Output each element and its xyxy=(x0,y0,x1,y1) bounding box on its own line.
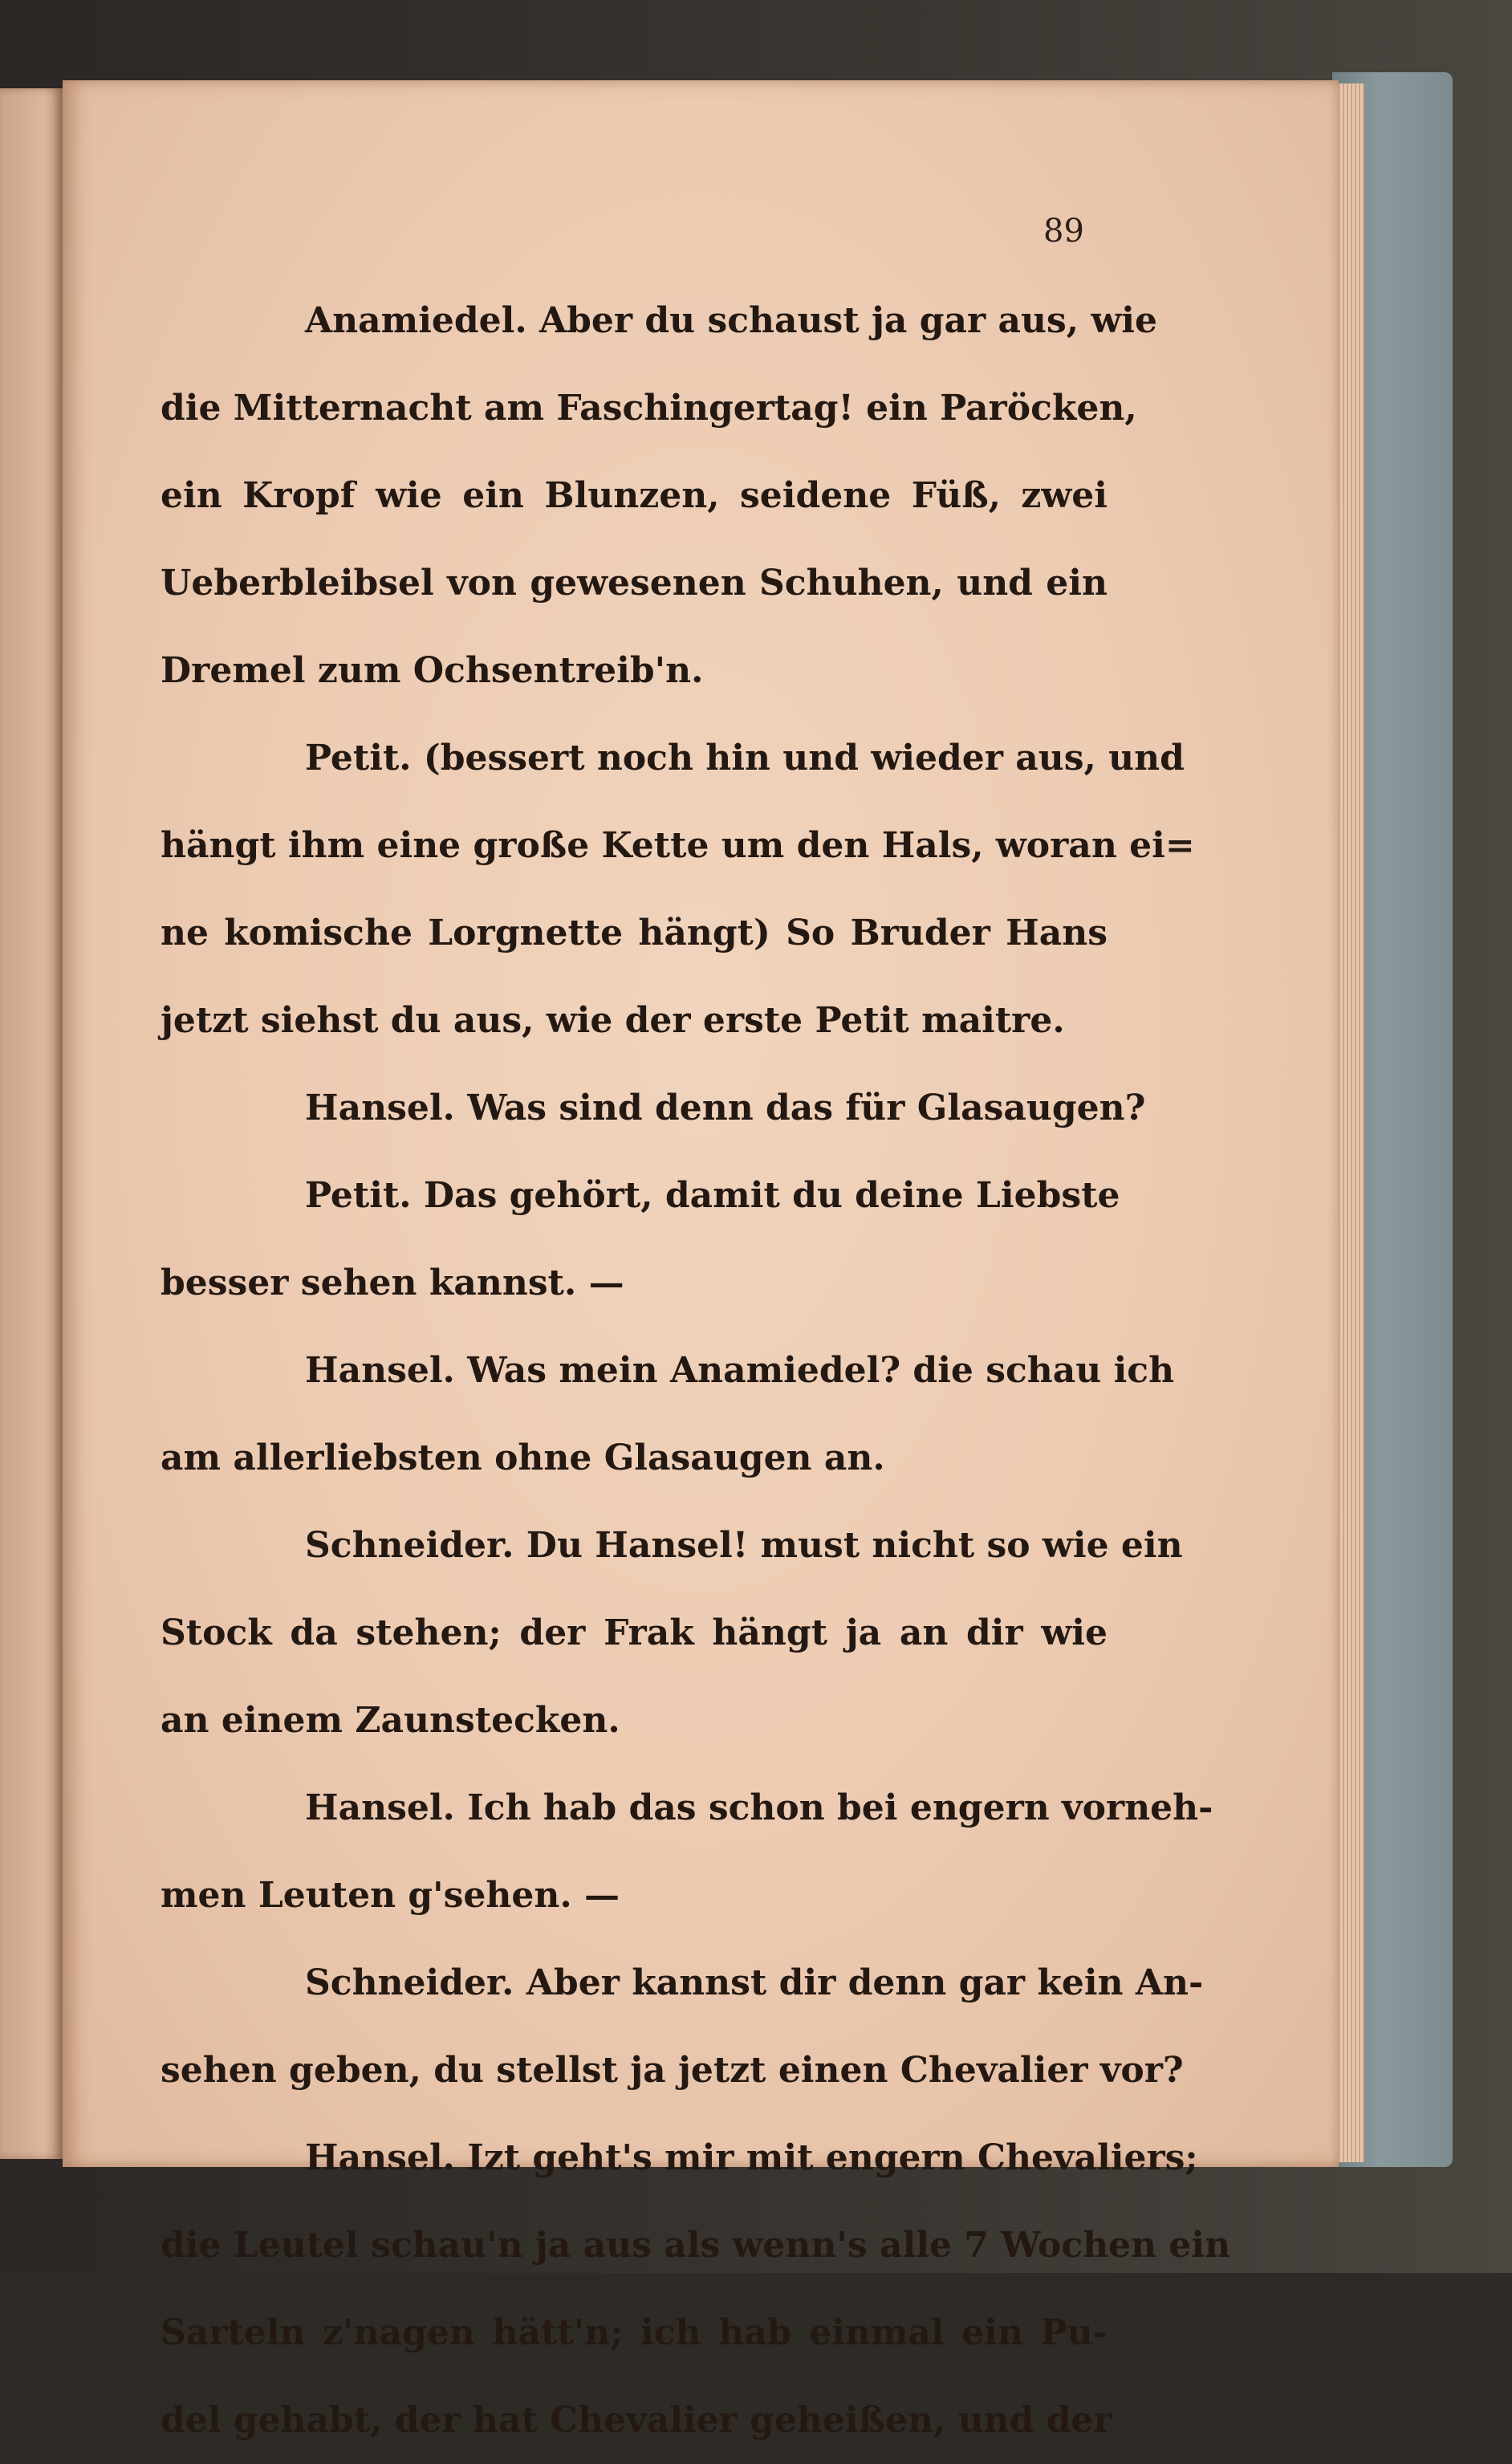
text-line: Schneider. Aber kannst dir denn gar kein An- xyxy=(305,1962,1204,2003)
text-line: Hansel. Ich hab das schon bei engern vorneh- xyxy=(305,1787,1213,1828)
text-line: an einem Zaunstecken. xyxy=(161,1700,620,1741)
page-number: 89 xyxy=(1043,213,1084,250)
text-line: sehen geben, du stellst ja jetzt einen Chevalier vor? xyxy=(161,2050,1184,2091)
text-line: Dremel zum Ochsentreib'n. xyxy=(161,650,704,691)
text-line: Anamiedel. Aber du schaust ja gar aus, wie xyxy=(305,300,1157,341)
text-line: Hansel. Was sind denn das für Glasaugen? xyxy=(305,1088,1146,1128)
text-line: Ueberbleibsel von gewesenen Schuhen, und ein xyxy=(161,563,1108,604)
page-text-block xyxy=(161,277,1231,2464)
text-line: Petit. Das gehört, damit du deine Liebste xyxy=(305,1175,1120,1216)
text-line: besser sehen kannst. — xyxy=(161,1262,624,1303)
text-line: Schneider. Du Hansel! must nicht so wie ein xyxy=(305,1525,1183,1566)
text-line: hängt ihm eine große Kette um den Hals, woran ei= xyxy=(161,825,1195,866)
text-line: ne komische Lorgnette hängt) So Bruder Hans xyxy=(161,913,1108,953)
text-line: am allerliebsten ohne Glasaugen an. xyxy=(161,1437,885,1478)
text-line: die Leutel schau'n ja aus als wenn's alle 7 Wochen ein xyxy=(161,2225,1231,2266)
facing-page-edge xyxy=(0,88,63,2159)
text-line: Sarteln z'nagen hätt'n; ich hab einmal ein Pu- xyxy=(161,2312,1108,2353)
text-line: jetzt siehst du aus, wie der erste Petit maitre. xyxy=(161,1000,1065,1041)
text-line: Hansel. Was mein Anamiedel? die schau ich xyxy=(305,1350,1175,1391)
text-line: Stock da stehen; der Frak hängt ja an dir wie xyxy=(161,1612,1108,1653)
text-line: die Mitternacht am Faschingertag! ein Paröcken, xyxy=(161,388,1137,429)
text-line: ein Kropf wie ein Blunzen, seidene Füß, zwei xyxy=(161,475,1108,516)
text-line: Hansel. Izt geht's mir mit engern Chevaliers; xyxy=(305,2137,1198,2178)
text-line: men Leuten g'sehen. — xyxy=(161,1875,620,1916)
text-line: Petit. (bessert noch hin und wieder aus, und xyxy=(305,738,1185,779)
text-line: del gehabt, der hat Chevalier geheißen, und der xyxy=(161,2400,1112,2441)
